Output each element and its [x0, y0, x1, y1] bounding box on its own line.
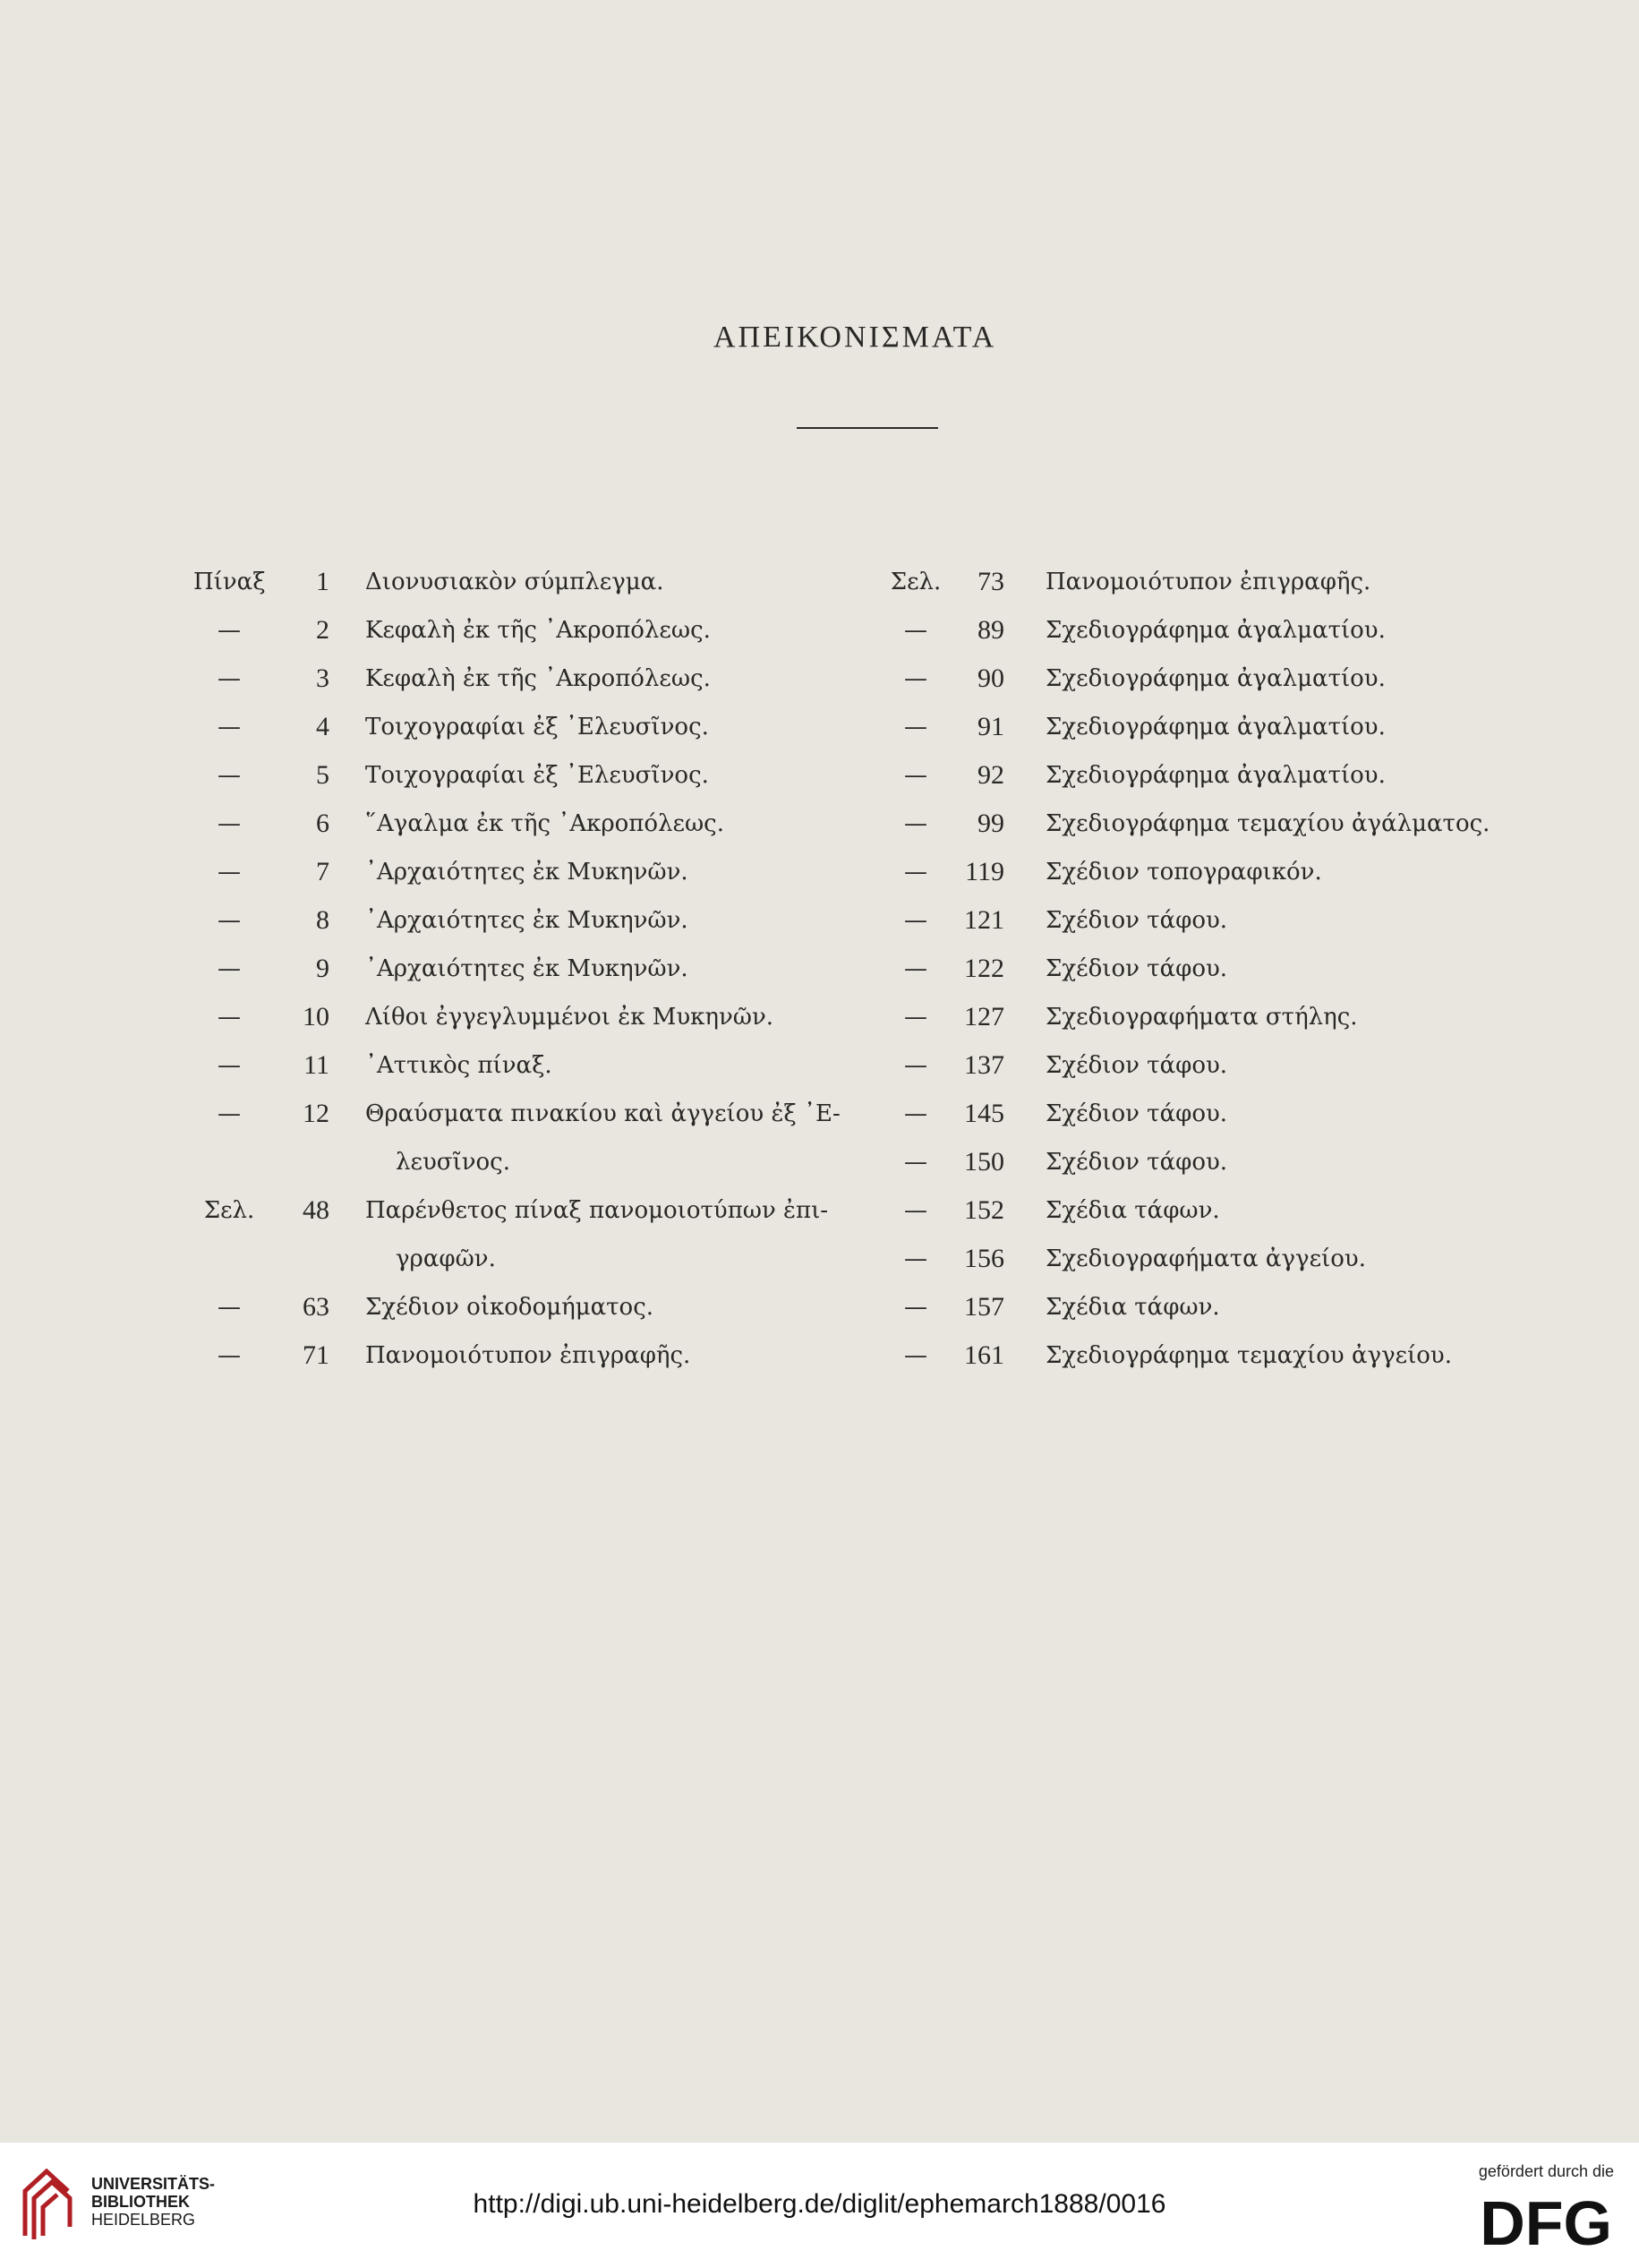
entry-prefix: —: [904, 907, 927, 934]
entry-number: 127: [964, 1002, 1004, 1031]
left-entry-row: [193, 999, 892, 1048]
entry-number: 2: [316, 615, 329, 645]
entry-number: 91: [977, 712, 1004, 741]
entry-prefix: —: [904, 1294, 927, 1321]
entry-prefix: —: [904, 1197, 927, 1224]
entry-prefix: —: [904, 1342, 927, 1369]
right-entry-row: [886, 1338, 1531, 1386]
entry-prefix: —: [218, 1294, 241, 1321]
entry-number: 122: [964, 954, 1004, 983]
entry-prefix: —: [218, 1004, 241, 1031]
entry-description: Διονυσιακὸν σύμπλεγμα.: [365, 569, 664, 595]
entry-number: 89: [977, 615, 1004, 645]
left-entry-row: [193, 854, 892, 903]
digitization-footer: [0, 2143, 1639, 2268]
entry-prefix: —: [218, 907, 241, 934]
right-entry-row: [886, 1193, 1531, 1241]
entry-number: 1: [316, 567, 329, 596]
entry-description: Σχεδιογράφημα ἀγαλματίου.: [1046, 762, 1386, 789]
left-entry-row: [193, 661, 892, 709]
left-entry-row: [193, 1193, 892, 1241]
entry-description: Κεφαλὴ ἐκ τῆς ᾿Ακροπόλεως.: [365, 617, 711, 644]
left-entry-row: [193, 612, 892, 661]
entry-description: Σχεδιογράφημα ἀγαλματίου.: [1046, 714, 1386, 740]
entry-number: 71: [303, 1340, 329, 1370]
entry-prefix: —: [904, 1245, 927, 1272]
entry-description: Κεφαλὴ ἐκ τῆς ᾿Ακροπόλεως.: [365, 665, 711, 692]
entry-prefix: —: [218, 665, 241, 692]
right-entry-row: [886, 1048, 1531, 1096]
left-entry-row: [193, 1096, 892, 1144]
right-entry-row: [886, 612, 1531, 661]
entry-description: Σχέδιον τάφου.: [1046, 1149, 1228, 1176]
entry-number: 8: [316, 905, 329, 935]
library-name-line-2: BIBLIOTHEK: [91, 2193, 190, 2211]
entry-prefix: —: [904, 810, 927, 837]
entry-number: 152: [964, 1195, 1004, 1225]
entry-number: 73: [977, 567, 1004, 596]
title-underline: [797, 427, 938, 429]
entry-number: 156: [964, 1244, 1004, 1273]
entry-description: Σχεδιογραφήματα στήλης.: [1046, 1004, 1358, 1031]
right-entry-row: [886, 564, 1531, 612]
entry-number: 157: [964, 1292, 1004, 1322]
entry-prefix: —: [904, 1004, 927, 1031]
entry-description: Σχέδιον οἰκοδομήματος.: [365, 1294, 654, 1321]
left-entry-row: [193, 1144, 892, 1193]
right-entry-row: [886, 1096, 1531, 1144]
entry-number: 7: [316, 857, 329, 886]
entry-description: Σχεδιογράφημα τεμαχίου ἀγάλματος.: [1046, 810, 1490, 837]
library-name-line-3: HEIDELBERG: [91, 2211, 196, 2229]
entry-description: ᾿Αττικὸς πίναξ.: [365, 1052, 552, 1079]
entry-prefix: —: [904, 859, 927, 886]
right-entry-row: [886, 757, 1531, 806]
entry-prefix: —: [218, 1100, 241, 1127]
entry-prefix: —: [904, 714, 927, 740]
entry-number: 5: [316, 760, 329, 790]
entry-description: ᾿Αρχαιότητες ἐκ Μυκηνῶν.: [365, 859, 688, 886]
entry-description: Σχεδιογράφημα τεμαχίου ἀγγείου.: [1046, 1342, 1452, 1369]
entry-number: 121: [964, 905, 1004, 935]
entry-description: γραφῶν.: [396, 1245, 496, 1272]
entry-prefix: —: [218, 1052, 241, 1079]
entry-description: Θραύσματα πινακίου καὶ ἀγγείου ἐξ ᾿Ε-: [365, 1100, 841, 1127]
entry-description: Σχεδιογραφήματα ἀγγείου.: [1046, 1245, 1366, 1272]
left-entry-row: [193, 1338, 892, 1386]
entry-description: Σχέδιον τοπογραφικόν.: [1046, 859, 1322, 886]
right-entry-row: [886, 661, 1531, 709]
entry-prefix: —: [218, 955, 241, 982]
entry-prefix: —: [218, 810, 241, 837]
funding-caption: gefördert durch die: [1478, 2162, 1614, 2180]
right-entry-row: [886, 1289, 1531, 1338]
entry-prefix: —: [218, 714, 241, 740]
dfg-logo-icon: [1453, 2189, 1614, 2252]
entry-prefix: —: [218, 859, 241, 886]
entry-number: 10: [303, 1002, 329, 1031]
entry-number: 150: [964, 1147, 1004, 1177]
entry-number: 9: [316, 954, 329, 983]
left-entry-row: [193, 564, 892, 612]
entry-number: 4: [316, 712, 329, 741]
dfg-logo-text: DFG: [1480, 2189, 1612, 2252]
entry-prefix: —: [218, 1342, 241, 1369]
right-entry-row: [886, 854, 1531, 903]
left-entry-row: [193, 709, 892, 757]
entry-number: 90: [977, 663, 1004, 693]
right-entry-row: [886, 951, 1531, 999]
entry-number: 145: [964, 1099, 1004, 1128]
entry-description: Πανομοιότυπον ἐπιγραφῆς.: [1046, 569, 1371, 595]
entry-description: Λίθοι ἐγγεγλυμμένοι ἐκ Μυκηνῶν.: [365, 1004, 774, 1031]
entry-prefix: —: [904, 955, 927, 982]
entry-description: Σχέδιον τάφου.: [1046, 955, 1228, 982]
entry-description: Σχέδια τάφων.: [1046, 1197, 1220, 1224]
entry-prefix: —: [218, 617, 241, 644]
entry-description: Σχεδιογράφημα ἀγαλματίου.: [1046, 617, 1386, 644]
entry-number: 11: [303, 1050, 329, 1080]
entry-description: Τοιχογραφίαι ἐξ ᾿Ελευσῖνος.: [365, 762, 709, 789]
entry-prefix: —: [904, 762, 927, 789]
page-title: ΑΠΕΙΚΟΝΙΣΜΑΤΑ: [713, 321, 997, 354]
permalink-url[interactable]: http://digi.ub.uni-heidelberg.de/diglit/ephemarch1888/0016: [473, 2189, 1166, 2219]
entry-description: Σχέδιον τάφου.: [1046, 1100, 1228, 1127]
entry-number: 63: [303, 1292, 329, 1322]
entry-prefix: Πίναξ: [193, 569, 266, 595]
left-entry-row: [193, 757, 892, 806]
entry-description: Σχέδιον τάφου.: [1046, 1052, 1228, 1079]
left-entry-row: [193, 1241, 892, 1289]
entry-number: 12: [303, 1099, 329, 1128]
entry-prefix: —: [904, 1100, 927, 1127]
entry-prefix: —: [904, 617, 927, 644]
entry-prefix: —: [904, 665, 927, 692]
entry-description: Τοιχογραφίαι ἐξ ᾿Ελευσῖνος.: [365, 714, 709, 740]
right-entry-row: [886, 903, 1531, 951]
entry-number: 92: [977, 760, 1004, 790]
entry-description: Σχέδιον τάφου.: [1046, 907, 1228, 934]
right-entry-row: [886, 806, 1531, 854]
entry-description: Σχέδια τάφων.: [1046, 1294, 1220, 1321]
left-entry-row: [193, 903, 892, 951]
right-entry-row: [886, 709, 1531, 757]
right-entry-row: [886, 1241, 1531, 1289]
entry-description: Παρένθετος πίναξ πανομοιοτύπων ἐπι-: [365, 1197, 829, 1224]
entry-prefix: Σελ.: [203, 1197, 255, 1224]
left-entry-row: [193, 1289, 892, 1338]
entry-number: 119: [965, 857, 1004, 886]
entry-number: 48: [303, 1195, 329, 1225]
entry-prefix: Σελ.: [890, 569, 942, 595]
left-entry-row: [193, 951, 892, 999]
entry-prefix: —: [904, 1052, 927, 1079]
library-name-line-1: UNIVERSITÄTS-: [91, 2175, 216, 2193]
entry-number: 3: [316, 663, 329, 693]
entry-prefix: —: [904, 1149, 927, 1176]
entry-description: ᾿Αρχαιότητες ἐκ Μυκηνῶν.: [365, 907, 688, 934]
left-entry-row: [193, 1048, 892, 1096]
entry-prefix: —: [218, 762, 241, 789]
entry-number: 161: [964, 1340, 1004, 1370]
left-entry-row: [193, 806, 892, 854]
right-entry-row: [886, 1144, 1531, 1193]
left-column: [193, 564, 892, 1386]
entry-description: ῞Αγαλμα ἐκ τῆς ᾿Ακροπόλεως.: [365, 810, 725, 837]
entry-number: 6: [316, 809, 329, 838]
entry-description: Πανομοιότυπον ἐπιγραφῆς.: [365, 1342, 691, 1369]
entry-description: ᾿Αρχαιότητες ἐκ Μυκηνῶν.: [365, 955, 688, 982]
right-column: [886, 564, 1531, 1386]
entry-description: λευσῖνος.: [396, 1149, 510, 1176]
entry-number: 137: [964, 1050, 1004, 1080]
right-entry-row: [886, 999, 1531, 1048]
entry-description: Σχεδιογράφημα ἀγαλματίου.: [1046, 665, 1386, 692]
entry-number: 99: [977, 809, 1004, 838]
